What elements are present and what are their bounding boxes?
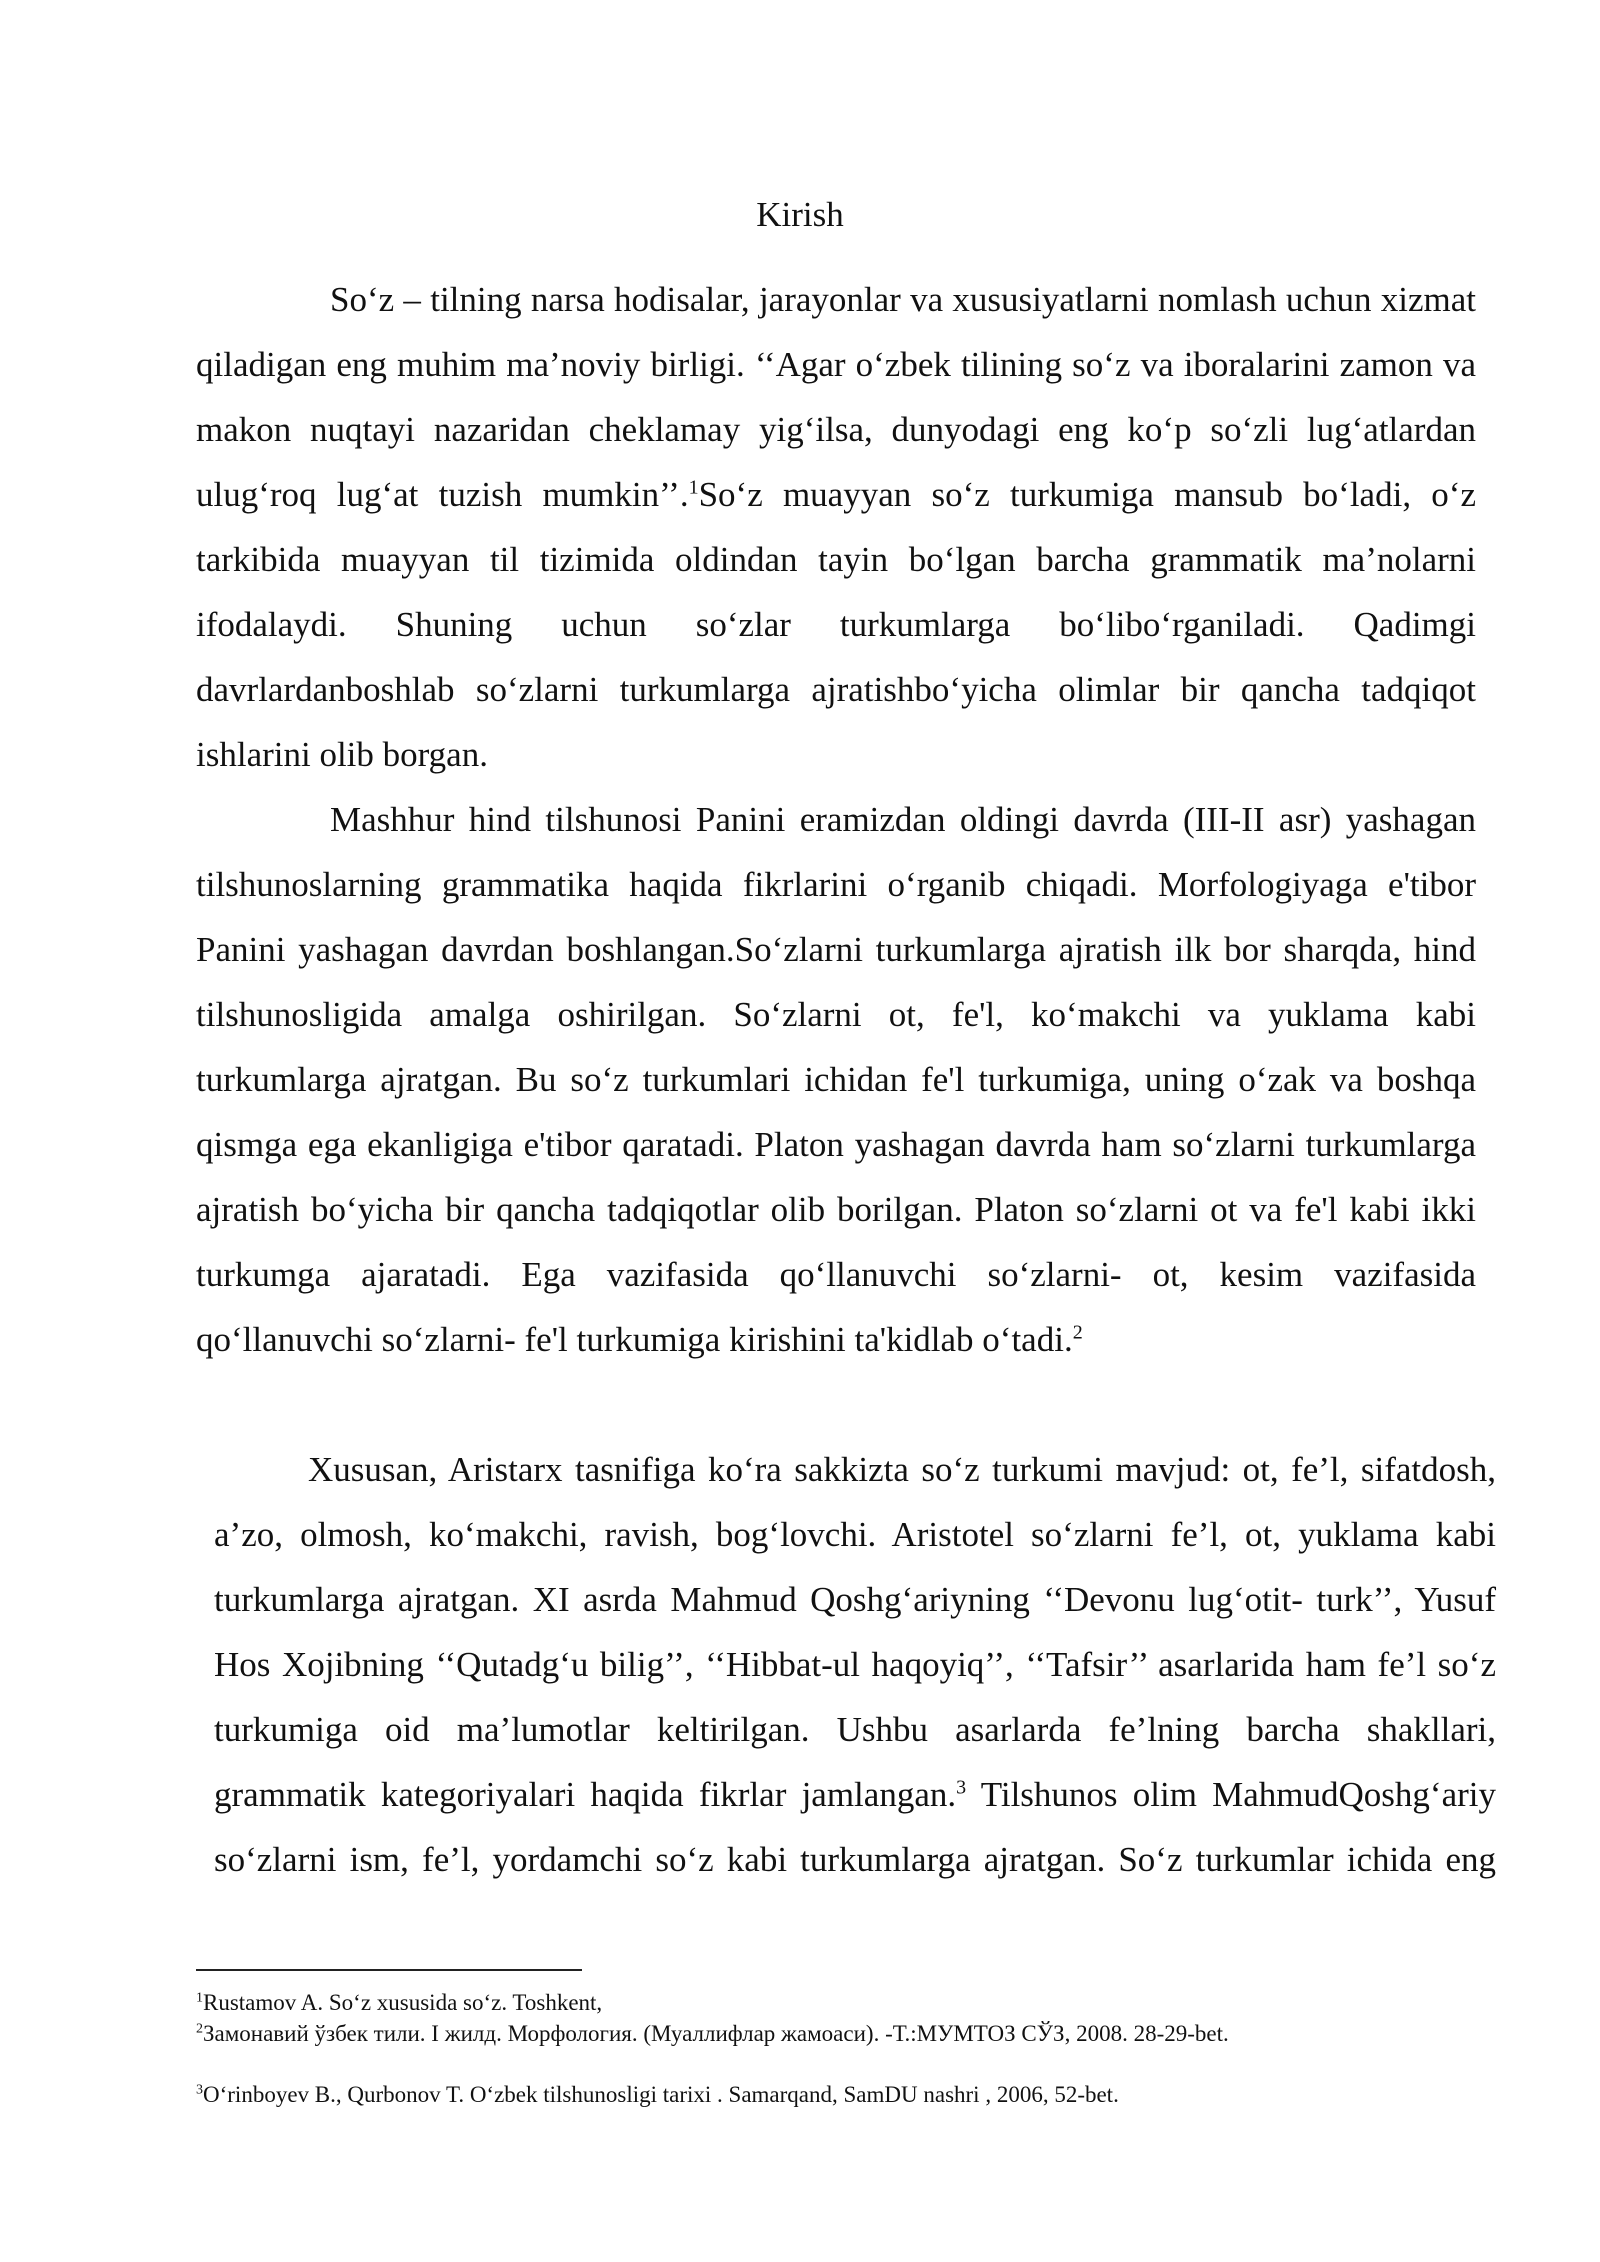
footnote-text: O‘rinboyev B., Qurbonov T. O‘zbek tilshunosligi tarixi . Samarqand, SamDU nashri , 2006, 52-bet. [203, 2082, 1119, 2107]
footnote-ref-1[interactable]: 1 [688, 476, 699, 499]
section-aristarx [214, 1437, 1496, 1892]
footnote-ref-3[interactable]: 3 [956, 1776, 967, 1799]
footnote-mark: 3 [196, 2082, 203, 2098]
paragraph-text: So‘z – tilning narsa hodisalar, jarayonlar va xususiyatlarni nomlash uchun xizmat qiladigan eng muhim ma’noviy birligi. ‘‘Agar o‘zbek tilining so‘z va iboralarini zamon va makon nuqtayi nazaridan cheklamay yig‘ilsa, dunyodagi eng ko‘p so‘zli lug‘atlardan ulug‘roq lug‘at tuzish mumkin’’. [196, 280, 1476, 514]
footnote-ref-2[interactable]: 2 [1072, 1321, 1083, 1344]
footnote-text: Rustamov A. So‘z xususida so‘z. Toshkent, [203, 1990, 603, 2015]
paragraph-panini [196, 787, 1476, 1372]
section-intro [196, 267, 1476, 1372]
paragraph-text: Mashhur hind tilshunosi Panini eramizdan oldingi davrda (III-II asr) yashagan tilshunoslarning grammatika haqida fikrlarini o‘rganib chiqadi. Morfologiyaga e'tibor Panini yashagan davrdan boshlangan.So‘zlarni turkumlarga ajratish ilk bor sharqda, hind tilshunosligida amalga oshirilgan. So‘zlarni ot, fe'l, ko‘makchi va yuklama kabi turkumlarga ajratgan. Bu so‘z turkumlari ichidan fe'l turkumiga, uning o‘zak va boshqa qismga ega ekanligiga e'tibor qaratadi. Platon yashagan davrda ham so‘zlarni turkumlarga ajratish bo‘yicha bir qancha tadqiqotlar olib borilgan. Platon so‘zlarni ot va fe'l kabi ikki turkumga ajaratadi. Ega vazifasida qo‘llanuvchi so‘zlarni- ot, kesim vazifasida qo‘llanuvchi so‘zlarni- fe'l turkumiga kirishini ta'kidlab o‘tadi. [196, 800, 1476, 1359]
paragraph-aristarx [214, 1437, 1496, 1892]
footnote-text: Замонавий ўзбек тили. I жилд. Морфология. (Муаллифлар жамоаси). -Т.:МУМТОЗ СЎЗ, 2008. 28-29-bet. [203, 2021, 1229, 2046]
footnote-2 [196, 2019, 1496, 2049]
footnote-separator [196, 1969, 582, 1971]
footnote-1 [196, 1988, 1496, 2018]
page-title: Kirish [756, 195, 844, 234]
paragraph-text: Xususan, Aristarx tasnifiga ko‘ra sakkizta so‘z turkumi mavjud: ot, fe’l, sifatdosh, a’zo, olmosh, ko‘makchi, ravish, bog‘lovchi. Aristotel so‘zlarni fe’l, ot, yuklama kabi turkumlarga ajratgan. XI asrda Mahmud Qoshg‘ariyning ‘‘Devonu lug‘otit- turk’’, Yusuf Hos Xojibning ‘‘Qutadg‘u bilig’’, ‘‘Hibbat-ul haqoyiq’’, ‘‘Tafsir’’ asarlarida ham fe’l so‘z turkumiga oid ma’lumotlar keltirilgan. Ushbu asarlarda fe’lning barcha shakllari, grammatik kategoriyalari haqida fikrlar jamlangan. [214, 1450, 1496, 1814]
paragraph-text: Tilshunos olim MahmudQoshg‘ariy so‘zlarni ism, fe’l, yordamchi so‘z kabi turkumlarga ajratgan. So‘z turkumlar ichida eng [214, 1775, 1496, 1879]
paragraph-text: So‘z muayyan so‘z turkumiga mansub bo‘ladi, o‘z tarkibida muayyan til tizimida oldindan tayin bo‘lgan barcha grammatik ma’nolarni ifodalaydi. Shuning uchun so‘zlar turkumlarga bo‘libo‘rganiladi. Qadimgi davrlardanboshlab so‘zlarni turkumlarga ajratishbo‘yicha olimlar bir qancha tadqiqot ishlarini olib borgan. [196, 475, 1476, 774]
footnote-mark: 1 [196, 1990, 203, 2006]
footnote-mark: 2 [196, 2021, 203, 2037]
footnote-3 [196, 2080, 1496, 2110]
paragraph-intro [196, 267, 1476, 787]
